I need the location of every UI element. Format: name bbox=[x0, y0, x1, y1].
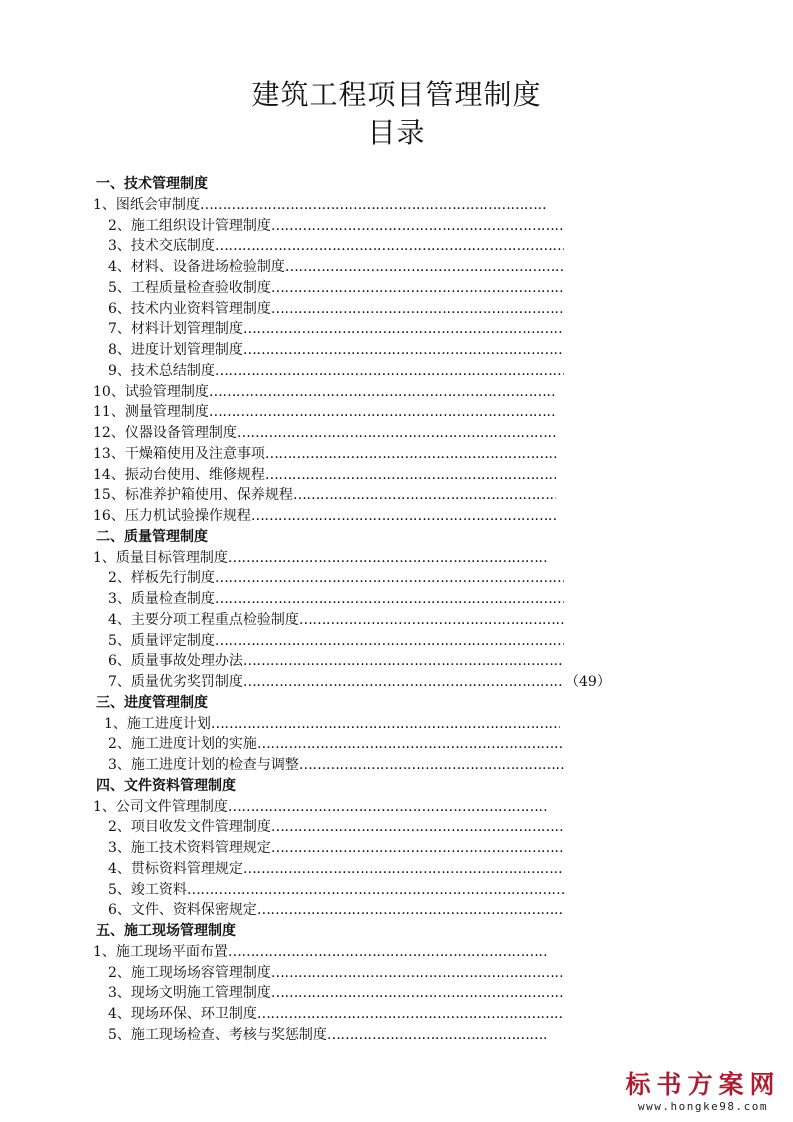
toc-entry-label: 15、标准养护箱使用、保养规程 bbox=[93, 487, 293, 504]
toc-entry[interactable] bbox=[93, 485, 556, 505]
toc-entry-label: 7、材料计划管理制度 bbox=[108, 321, 243, 338]
toc-dot-leader bbox=[271, 216, 564, 236]
toc-dot-leader bbox=[299, 755, 564, 775]
toc-heading: 目录 bbox=[367, 116, 426, 149]
toc-dot-leader bbox=[215, 236, 564, 256]
toc-entry-label: 1、图纸会审制度 bbox=[93, 196, 200, 213]
toc-entry[interactable] bbox=[108, 983, 564, 1003]
toc-dot-leader bbox=[327, 1025, 548, 1045]
toc-entry-label: 10、试验管理制度 bbox=[93, 383, 209, 400]
toc-entry[interactable] bbox=[108, 340, 564, 360]
toc-dot-leader bbox=[257, 900, 564, 920]
toc-section-heading bbox=[96, 921, 236, 941]
toc-dot-leader bbox=[251, 506, 556, 526]
toc-entry-label: 2、项目收发文件管理制度 bbox=[108, 819, 271, 836]
toc-entry[interactable] bbox=[108, 672, 564, 692]
toc-entry[interactable] bbox=[93, 444, 556, 464]
toc-entry-label: 2、施工进度计划的实施 bbox=[108, 736, 257, 753]
toc-entry[interactable] bbox=[108, 319, 564, 339]
toc-dot-leader bbox=[215, 631, 564, 651]
toc-entry-label: 9、技术总结制度 bbox=[108, 362, 215, 379]
toc-section-heading bbox=[96, 776, 236, 796]
toc-entry-label: 3、质量检查制度 bbox=[108, 591, 215, 607]
toc-entry-label: 13、干燥箱使用及注意事项 bbox=[93, 445, 265, 462]
toc-entry[interactable] bbox=[93, 548, 548, 568]
toc-dot-leader bbox=[243, 651, 564, 671]
toc-dot-leader bbox=[265, 465, 556, 485]
toc-entry-label: 3、施工技术资料管理规定 bbox=[108, 840, 271, 856]
toc-dot-leader bbox=[243, 319, 564, 339]
toc-dot-leader bbox=[228, 942, 548, 962]
toc-entry[interactable] bbox=[108, 880, 564, 900]
toc-entry[interactable] bbox=[108, 1004, 564, 1024]
toc-dot-leader bbox=[243, 672, 564, 692]
toc-entry-label: 7、质量优劣奖罚制度 bbox=[108, 674, 243, 690]
toc-dot-leader bbox=[271, 299, 564, 319]
toc-dot-leader bbox=[200, 195, 548, 215]
toc-entry[interactable] bbox=[108, 299, 564, 319]
toc-section-heading bbox=[96, 693, 208, 713]
toc-entry[interactable] bbox=[108, 216, 564, 236]
toc-dot-leader bbox=[187, 880, 564, 900]
toc-entry[interactable] bbox=[108, 859, 564, 879]
toc-entry[interactable] bbox=[93, 195, 548, 215]
toc-entry-label: 6、技术内业资料管理制度 bbox=[108, 300, 271, 317]
toc-entry-label: 1、公司文件管理制度 bbox=[93, 798, 228, 815]
toc-dot-leader bbox=[257, 734, 564, 754]
toc-entry[interactable] bbox=[93, 942, 548, 962]
toc-entry-label: 1、施工进度计划 bbox=[104, 715, 211, 732]
toc-entry[interactable] bbox=[108, 278, 564, 298]
toc-entry-label: 4、贯标资料管理规定 bbox=[108, 860, 243, 877]
watermark-url: www.hongke98.com bbox=[638, 1100, 768, 1113]
toc-entry[interactable] bbox=[93, 465, 556, 485]
toc-entry[interactable] bbox=[108, 361, 564, 381]
toc-entry[interactable] bbox=[108, 963, 564, 983]
toc-dot-leader bbox=[211, 714, 560, 734]
toc-dot-leader bbox=[215, 589, 564, 609]
toc-entry[interactable] bbox=[93, 423, 556, 443]
toc-entry-label: 四、文件资料管理制度 bbox=[96, 777, 236, 794]
toc-entry[interactable] bbox=[108, 817, 564, 837]
toc-entry[interactable] bbox=[108, 631, 564, 651]
toc-entry[interactable] bbox=[108, 1025, 548, 1045]
toc-entry-label: 二、质量管理制度 bbox=[96, 528, 208, 545]
toc-entry[interactable] bbox=[108, 568, 564, 588]
toc-entry[interactable] bbox=[108, 755, 564, 775]
toc-entry[interactable] bbox=[104, 714, 560, 734]
toc-dot-leader bbox=[243, 859, 564, 879]
toc-dot-leader bbox=[271, 838, 564, 858]
toc-entry-label: 5、施工现场检查、考核与奖惩制度 bbox=[108, 1026, 327, 1043]
toc-entry-label: 1、施工现场平面布置 bbox=[93, 943, 228, 960]
toc-entry-label: 5、工程质量检查验收制度 bbox=[108, 279, 271, 296]
toc-dot-leader bbox=[215, 361, 564, 381]
toc-dot-leader bbox=[215, 568, 564, 588]
toc-dot-leader bbox=[271, 817, 564, 837]
toc-dot-leader bbox=[293, 485, 556, 505]
toc-entry-label: 4、材料、设备进场检验制度 bbox=[108, 259, 285, 275]
toc-entry-label: 12、仪器设备管理制度 bbox=[93, 425, 237, 441]
toc-entry-label: 5、竣工资料 bbox=[108, 881, 187, 898]
toc-entry-label: 11、测量管理制度 bbox=[93, 404, 209, 421]
toc-dot-leader bbox=[285, 257, 564, 277]
toc-page-number: （49） bbox=[565, 674, 611, 690]
toc-entry-label: 3、技术交底制度 bbox=[108, 238, 215, 255]
toc-entry-label: 5、质量评定制度 bbox=[108, 632, 215, 649]
toc-entry-label: 16、压力机试验操作规程 bbox=[93, 508, 251, 524]
toc-entry[interactable] bbox=[108, 651, 564, 671]
toc-dot-leader bbox=[299, 610, 564, 630]
toc-entry[interactable] bbox=[108, 589, 564, 609]
toc-dot-leader bbox=[271, 983, 564, 1003]
toc-entry[interactable] bbox=[108, 734, 564, 754]
toc-entry-label: 2、施工现场场容管理制度 bbox=[108, 964, 271, 981]
toc-entry-label: 三、进度管理制度 bbox=[96, 694, 208, 711]
watermark-brand: 标书方案网 bbox=[625, 1070, 781, 1099]
toc-entry[interactable] bbox=[108, 257, 564, 277]
toc-dot-leader bbox=[228, 797, 548, 817]
toc-dot-leader bbox=[271, 963, 564, 983]
toc-dot-leader bbox=[271, 278, 564, 298]
document-title: 建筑工程项目管理制度 bbox=[251, 78, 542, 111]
toc-entry[interactable] bbox=[108, 838, 564, 858]
toc-entry-label: 4、主要分项工程重点检验制度 bbox=[108, 611, 299, 628]
toc-entry-label: 2、施工组织设计管理制度 bbox=[108, 217, 271, 234]
toc-dot-leader bbox=[209, 402, 556, 422]
toc-entry-label: 3、施工进度计划的检查与调整 bbox=[108, 757, 299, 773]
toc-entry[interactable] bbox=[93, 797, 548, 817]
toc-entry[interactable] bbox=[93, 382, 556, 402]
toc-entry-label: 1、质量目标管理制度 bbox=[93, 549, 228, 566]
toc-entry[interactable] bbox=[108, 236, 564, 256]
toc-entry-label: 五、施工现场管理制度 bbox=[96, 923, 236, 939]
toc-entry-label: 8、进度计划管理制度 bbox=[108, 342, 243, 358]
toc-entry-label: 3、现场文明施工管理制度 bbox=[108, 985, 271, 1002]
toc-entry[interactable] bbox=[108, 610, 564, 630]
toc-entry-label: 2、样板先行制度 bbox=[108, 570, 215, 587]
toc-entry-label: 4、现场环保、环卫制度 bbox=[108, 1006, 257, 1022]
toc-entry-label: 一、技术管理制度 bbox=[96, 176, 208, 192]
toc-section-heading bbox=[96, 527, 208, 547]
toc-dot-leader bbox=[265, 444, 556, 464]
toc-dot-leader bbox=[257, 1004, 564, 1024]
toc-entry-label: 14、振动台使用、维修规程 bbox=[93, 466, 265, 483]
toc-entry[interactable] bbox=[93, 506, 556, 526]
toc-dot-leader bbox=[228, 548, 548, 568]
toc-entry[interactable] bbox=[93, 402, 556, 422]
watermark bbox=[623, 1070, 783, 1114]
toc-entry-label: 6、质量事故处理办法 bbox=[108, 653, 243, 670]
toc-entry-label: 6、文件、资料保密规定 bbox=[108, 902, 257, 919]
toc-entry[interactable] bbox=[108, 900, 564, 920]
toc-dot-leader bbox=[237, 423, 556, 443]
toc-dot-leader bbox=[243, 340, 564, 360]
toc-dot-leader bbox=[209, 382, 556, 402]
toc-section-heading bbox=[96, 174, 208, 194]
